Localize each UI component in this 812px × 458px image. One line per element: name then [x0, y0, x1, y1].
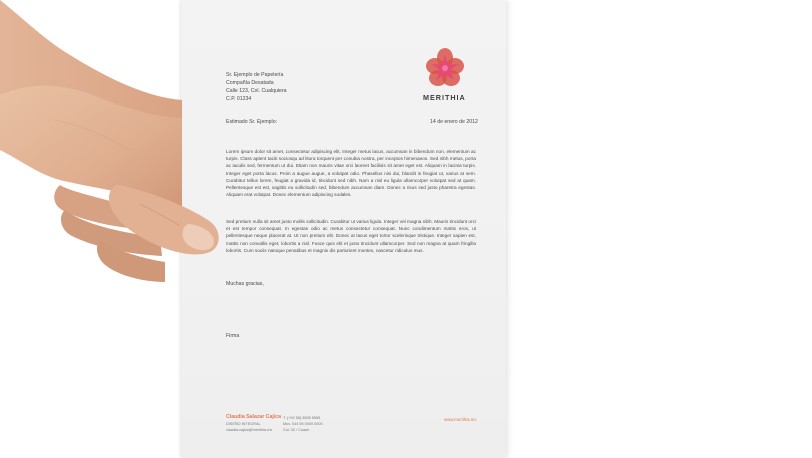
body-paragraph-2: Sed pretium nulla sit amet justo mollis sollicitudin. Curabitur ut varius ligula. Integer vel magna nibh. Mauris tincidunt orci et est tempor consequat. In egestas odio ac metus consectetur consequat. Nunc condimentum mattis eros, ut pellentesque neque placerat at. Ut non pretium elit. Donec at lacus eget tortor scelerisque tristique. Integer sapien est, mattis non convallis eget, lobortis a nisl. Fusce quis elit et justo tincidunt ullamcorper. Sed non magna at quam fringilla lobortis. Cum sociis natoque penatibus et magnis dis parturient montes, nascetur ridiculus mus. — [226, 219, 476, 253]
footer-role: DISEÑO INTEGRAL — [226, 422, 261, 426]
footer-name: Claudia Salazar Cajica — [226, 414, 282, 420]
closing-text: Muchas gracias, — [226, 281, 264, 287]
footer-mobile: Mov. 044 55 0000 0000 — [283, 422, 323, 426]
footer-address: Col. 00 / Cuauh — [283, 428, 310, 432]
salutation: Estimado Sr. Ejemplo: — [226, 119, 278, 125]
brand-wordmark: MERITHIA — [423, 93, 466, 102]
letter-date: 14 de enero de 2012 — [430, 119, 478, 125]
footer-email: claudia.cajica@merithia.mx — [226, 428, 273, 432]
flower-logo-icon — [425, 47, 465, 89]
recipient-line-3: Calle 123, Col. Cualquiera — [226, 88, 287, 94]
hand-image — [0, 0, 230, 458]
recipient-line-1: Sr. Ejemplo de Papelería — [226, 72, 284, 78]
signature-label: Firma — [226, 333, 240, 339]
recipient-line-4: C.P. 01234 — [226, 96, 252, 102]
footer-phone: T. (+52 55) 5555 5555 — [283, 416, 321, 420]
recipient-line-2: Compañía Desatada — [226, 80, 274, 86]
footer-website: www.merithia.mx — [444, 417, 477, 422]
body-paragraph-1: Lorem ipsum dolor sit amet, consectetur adipiscing elit. Integer metus lacus, accumsan in bibendum non, elementum ac turpis. Class aptent taciti sociosqu ad litora torquent per conubia nostra, per inceptos himenaeos. Sed nibh metus, porta ac iaculis sed, fermentum ut dui. Etiam non mauris vitae orci laoreet facilisis sit amet eget est. Aliquam in lacinia turpis. Integer eget porta lacus. Proin a augue augue, a volutpat odio. Phasellus nisi dui, blandit in feugiat ut, varius at sem. Curabitur tellus lorem, feugiat a gravida id, tincidunt sed nibh. Nam a nisl eu ligula ullamcorper volutpat sed at quam. Pellentesque est est, sagittis eu sollicitudin sed, bibendum accumsan diam. Donec a risus sed justo pharetra egestas. Aliquam erat volutpat. Donec elementum adipiscing sodales. — [226, 149, 476, 198]
